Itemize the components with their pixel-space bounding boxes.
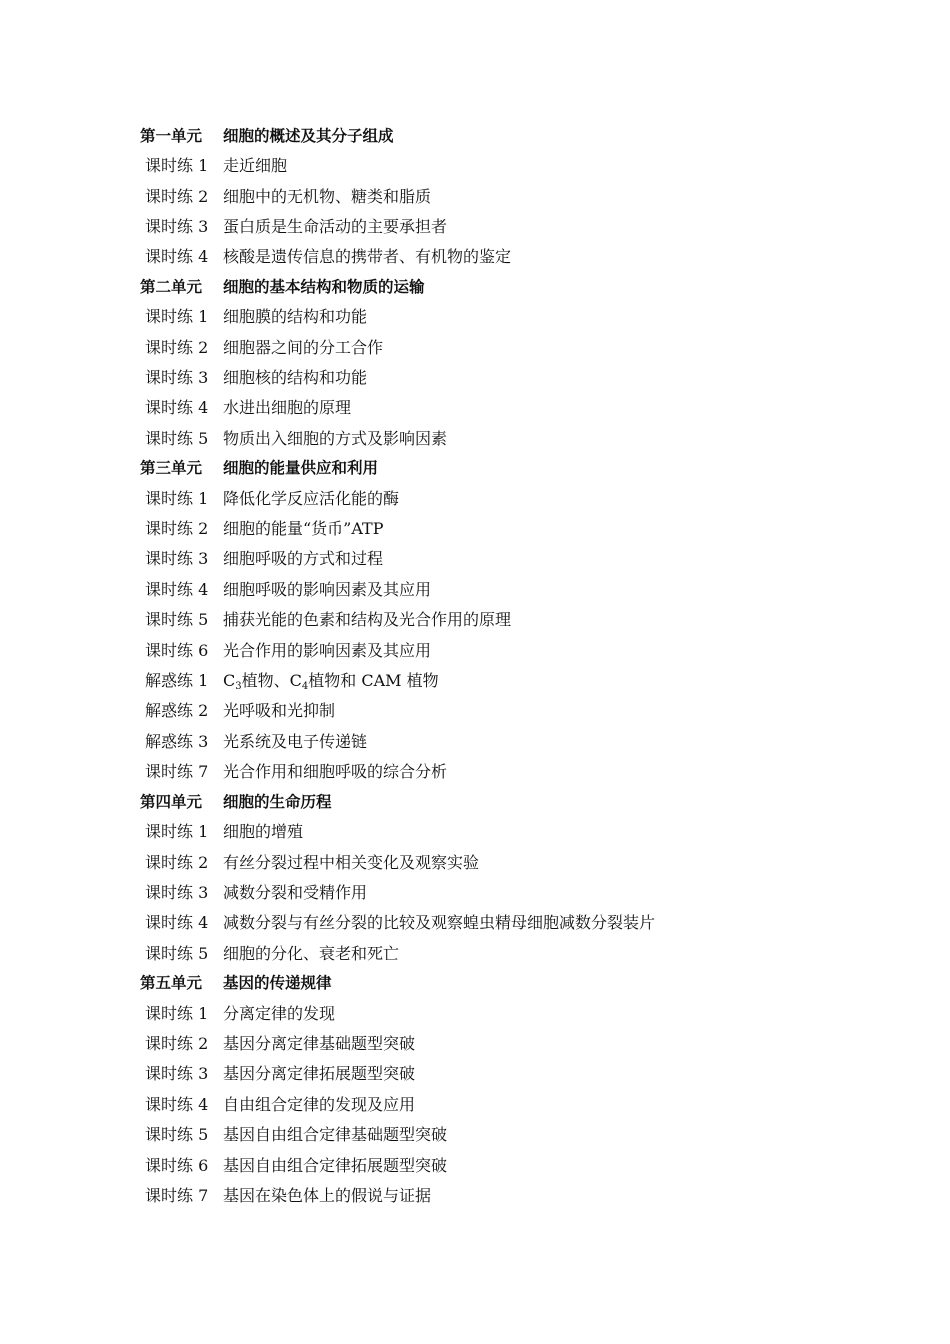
entry-title: 基因分离定律拓展题型突破 xyxy=(223,1064,416,1084)
toc-entry[interactable] xyxy=(140,482,840,512)
entry-title: 细胞膜的结构和功能 xyxy=(223,307,368,327)
unit-code: 第三单元 xyxy=(140,459,203,478)
entry-code: 课时练 4 xyxy=(145,913,209,933)
entry-title: 细胞中的无机物、糖类和脂质 xyxy=(223,186,432,206)
toc-entry[interactable] xyxy=(140,210,840,240)
entry-title: 水进出细胞的原理 xyxy=(223,398,352,418)
toc-entry[interactable] xyxy=(140,664,840,694)
entry-code: 解惑练 2 xyxy=(145,701,209,721)
entry-code: 课时练 6 xyxy=(145,640,209,660)
toc-entry[interactable] xyxy=(140,876,840,906)
toc-entry[interactable] xyxy=(140,301,840,331)
toc-entry[interactable] xyxy=(140,725,840,755)
unit-title: 细胞的能量供应和利用 xyxy=(223,459,379,478)
unit-heading[interactable] xyxy=(140,120,840,150)
entry-title: 细胞器之间的分工合作 xyxy=(223,337,384,357)
entry-code: 课时练 1 xyxy=(145,307,209,327)
toc-entry[interactable] xyxy=(140,392,840,422)
toc-entry[interactable] xyxy=(140,1149,840,1179)
entry-code: 课时练 4 xyxy=(145,247,209,267)
entry-code: 课时练 3 xyxy=(145,1064,209,1084)
entry-title: 细胞呼吸的方式和过程 xyxy=(223,549,384,569)
entry-code: 课时练 4 xyxy=(145,1094,209,1114)
entry-title: 蛋白质是生命活动的主要承担者 xyxy=(223,216,448,236)
entry-code: 课时练 4 xyxy=(145,398,209,418)
entry-title-part: C xyxy=(223,670,236,690)
toc-entry[interactable] xyxy=(140,150,840,180)
entry-title xyxy=(223,668,439,692)
entry-code: 课时练 3 xyxy=(145,216,209,236)
toc-entry[interactable] xyxy=(140,846,840,876)
toc-entry[interactable] xyxy=(140,1027,840,1057)
unit-heading[interactable] xyxy=(140,271,840,301)
entry-title: 捕获光能的色素和结构及光合作用的原理 xyxy=(223,610,512,630)
toc-entry[interactable] xyxy=(140,1118,840,1148)
unit-title: 基因的传递规律 xyxy=(223,974,332,993)
entry-code: 课时练 1 xyxy=(145,1003,209,1023)
entry-title-part: 植物、C xyxy=(241,670,302,690)
entry-title: 光系统及电子传递链 xyxy=(223,731,368,751)
entry-code: 解惑练 1 xyxy=(145,671,209,691)
toc-entry[interactable] xyxy=(140,241,840,271)
entry-code: 课时练 2 xyxy=(145,852,209,872)
entry-title: 核酸是遗传信息的携带者、有机物的鉴定 xyxy=(223,247,512,267)
entry-title: 细胞的分化、衰老和死亡 xyxy=(223,943,400,963)
entry-title: 细胞的增殖 xyxy=(223,822,304,842)
unit-heading[interactable] xyxy=(140,967,840,997)
toc-entry[interactable] xyxy=(140,422,840,452)
toc-entry[interactable] xyxy=(140,907,840,937)
toc-entry[interactable] xyxy=(140,604,840,634)
entry-title: 基因分离定律基础题型突破 xyxy=(223,1033,416,1053)
unit-title: 细胞的基本结构和物质的运输 xyxy=(223,277,425,296)
entry-code: 课时练 1 xyxy=(145,822,209,842)
entry-title: 光呼吸和光抑制 xyxy=(223,701,336,721)
entry-code: 课时练 5 xyxy=(145,943,209,963)
toc-entry[interactable] xyxy=(140,180,840,210)
entry-title: 走近细胞 xyxy=(223,156,288,176)
entry-title: 减数分裂与有丝分裂的比较及观察蝗虫精母细胞减数分裂装片 xyxy=(223,913,656,933)
toc-entry[interactable] xyxy=(140,937,840,967)
toc-entry[interactable] xyxy=(140,331,840,361)
entry-code: 课时练 5 xyxy=(145,428,209,448)
entry-title: 基因自由组合定律拓展题型突破 xyxy=(223,1155,448,1175)
entry-code: 课时练 5 xyxy=(145,610,209,630)
toc-entry[interactable] xyxy=(140,1088,840,1118)
entry-code: 课时练 5 xyxy=(145,1125,209,1145)
entry-code: 课时练 2 xyxy=(145,1033,209,1053)
entry-title: 降低化学反应活化能的酶 xyxy=(223,488,400,508)
unit-code: 第二单元 xyxy=(140,277,203,296)
entry-title: 基因自由组合定律基础题型突破 xyxy=(223,1125,448,1145)
entry-code: 课时练 2 xyxy=(145,519,209,539)
toc-entry[interactable] xyxy=(140,361,840,391)
toc-entry[interactable] xyxy=(140,1058,840,1088)
entry-code: 课时练 1 xyxy=(145,488,209,508)
toc-entry[interactable] xyxy=(140,815,840,845)
entry-title: 物质出入细胞的方式及影响因素 xyxy=(223,428,448,448)
entry-title: 光合作用的影响因素及其应用 xyxy=(223,640,432,660)
entry-title: 有丝分裂过程中相关变化及观察实验 xyxy=(223,852,480,872)
unit-title: 细胞的概述及其分子组成 xyxy=(223,126,394,145)
unit-code: 第四单元 xyxy=(140,792,203,811)
subscript-3: 3 xyxy=(235,680,242,692)
entry-code: 课时练 3 xyxy=(145,882,209,902)
entry-code: 课时练 1 xyxy=(145,156,209,176)
toc-entry[interactable] xyxy=(140,1179,840,1209)
entry-title: 自由组合定律的发现及应用 xyxy=(223,1094,416,1114)
entry-code: 课时练 2 xyxy=(145,337,209,357)
toc-entry[interactable] xyxy=(140,695,840,725)
entry-code: 课时练 2 xyxy=(145,186,209,206)
entry-title: 细胞呼吸的影响因素及其应用 xyxy=(223,579,432,599)
toc-entry[interactable] xyxy=(140,543,840,573)
entry-title: 减数分裂和受精作用 xyxy=(223,882,368,902)
toc-entry[interactable] xyxy=(140,756,840,786)
entry-code: 课时练 3 xyxy=(145,549,209,569)
entry-title: 光合作用和细胞呼吸的综合分析 xyxy=(223,762,448,782)
toc-entry[interactable] xyxy=(140,997,840,1027)
entry-title-part: 植物和 CAM 植物 xyxy=(308,670,439,690)
toc-entry[interactable] xyxy=(140,512,840,542)
entry-title: 基因在染色体上的假说与证据 xyxy=(223,1185,432,1205)
entry-code: 课时练 4 xyxy=(145,579,209,599)
entry-title: 细胞的能量“货币”ATP xyxy=(223,519,384,539)
table-of-contents xyxy=(140,120,840,1210)
unit-code: 第一单元 xyxy=(140,126,203,145)
entry-code: 解惑练 3 xyxy=(145,731,209,751)
entry-code: 课时练 3 xyxy=(145,368,209,388)
subscript-4: 4 xyxy=(301,680,309,692)
entry-title: 分离定律的发现 xyxy=(223,1003,336,1023)
unit-code: 第五单元 xyxy=(140,974,203,993)
unit-heading[interactable] xyxy=(140,786,840,816)
toc-entry[interactable] xyxy=(140,634,840,664)
entry-code: 课时练 7 xyxy=(145,1185,209,1205)
entry-code: 课时练 7 xyxy=(145,762,209,782)
unit-heading[interactable] xyxy=(140,453,840,483)
entry-code: 课时练 6 xyxy=(145,1155,209,1175)
unit-title: 细胞的生命历程 xyxy=(223,792,332,811)
entry-title: 细胞核的结构和功能 xyxy=(223,368,368,388)
toc-entry[interactable] xyxy=(140,573,840,603)
